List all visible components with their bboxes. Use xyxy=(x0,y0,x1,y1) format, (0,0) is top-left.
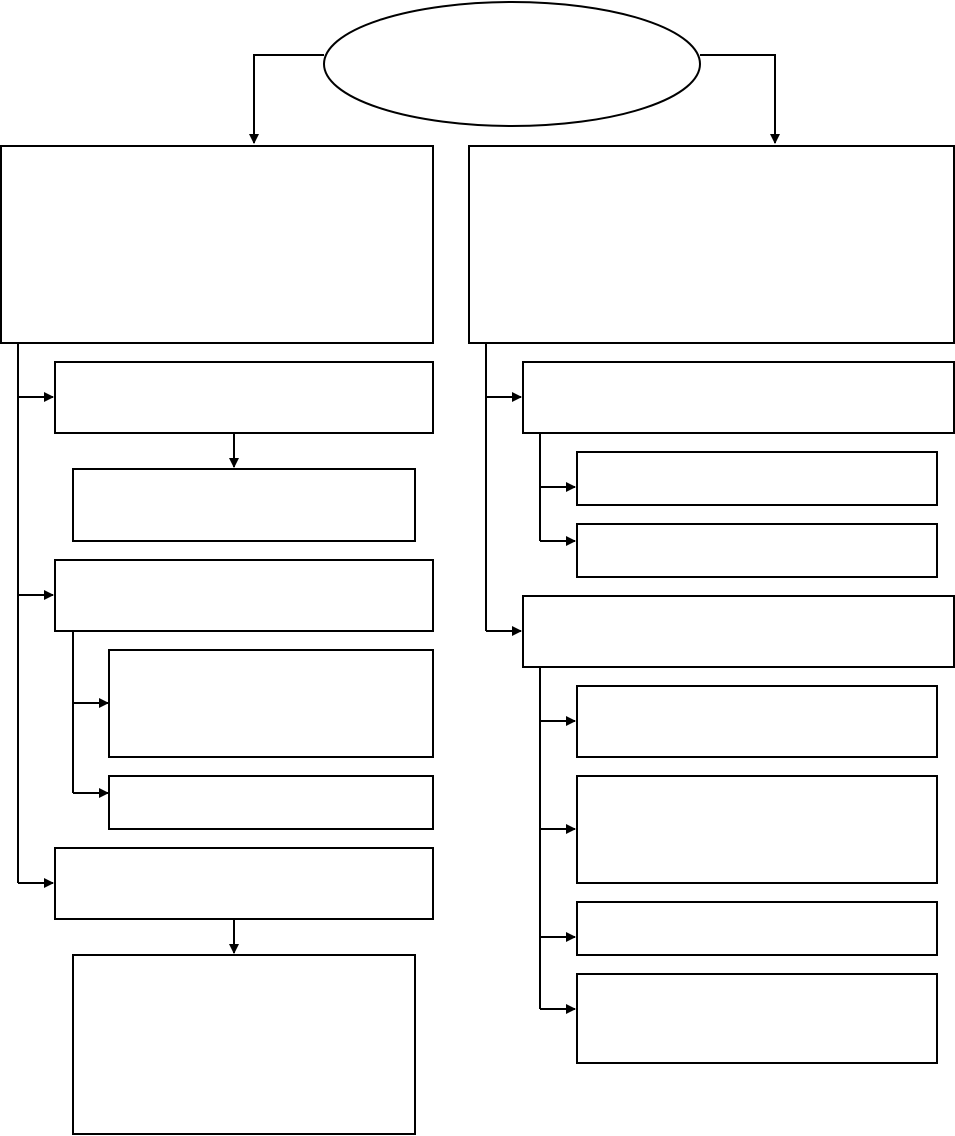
right-item2-box xyxy=(522,595,955,668)
left-item2-box xyxy=(54,559,434,632)
root-label-wrap xyxy=(324,2,700,126)
left-item1-box xyxy=(54,361,434,434)
connector-root-right xyxy=(700,55,775,143)
left-main-box xyxy=(0,145,434,344)
left-item2-sub1-box xyxy=(108,649,434,758)
left-item2-sub2-box xyxy=(108,775,434,830)
left-item3-box xyxy=(54,847,434,920)
right-item2-sub2-box xyxy=(576,775,938,884)
left-item1-detail-box xyxy=(72,468,416,542)
connector-root-left xyxy=(254,55,324,143)
left-item3-detail-box xyxy=(72,954,416,1135)
right-item2-sub3-box xyxy=(576,901,938,956)
right-main-box xyxy=(468,145,955,344)
right-item1-box xyxy=(522,361,955,434)
right-item2-sub4-box xyxy=(576,973,938,1064)
right-item1-sub1-box xyxy=(576,451,938,506)
right-item2-sub1-box xyxy=(576,685,938,758)
right-item1-sub2-box xyxy=(576,523,938,578)
